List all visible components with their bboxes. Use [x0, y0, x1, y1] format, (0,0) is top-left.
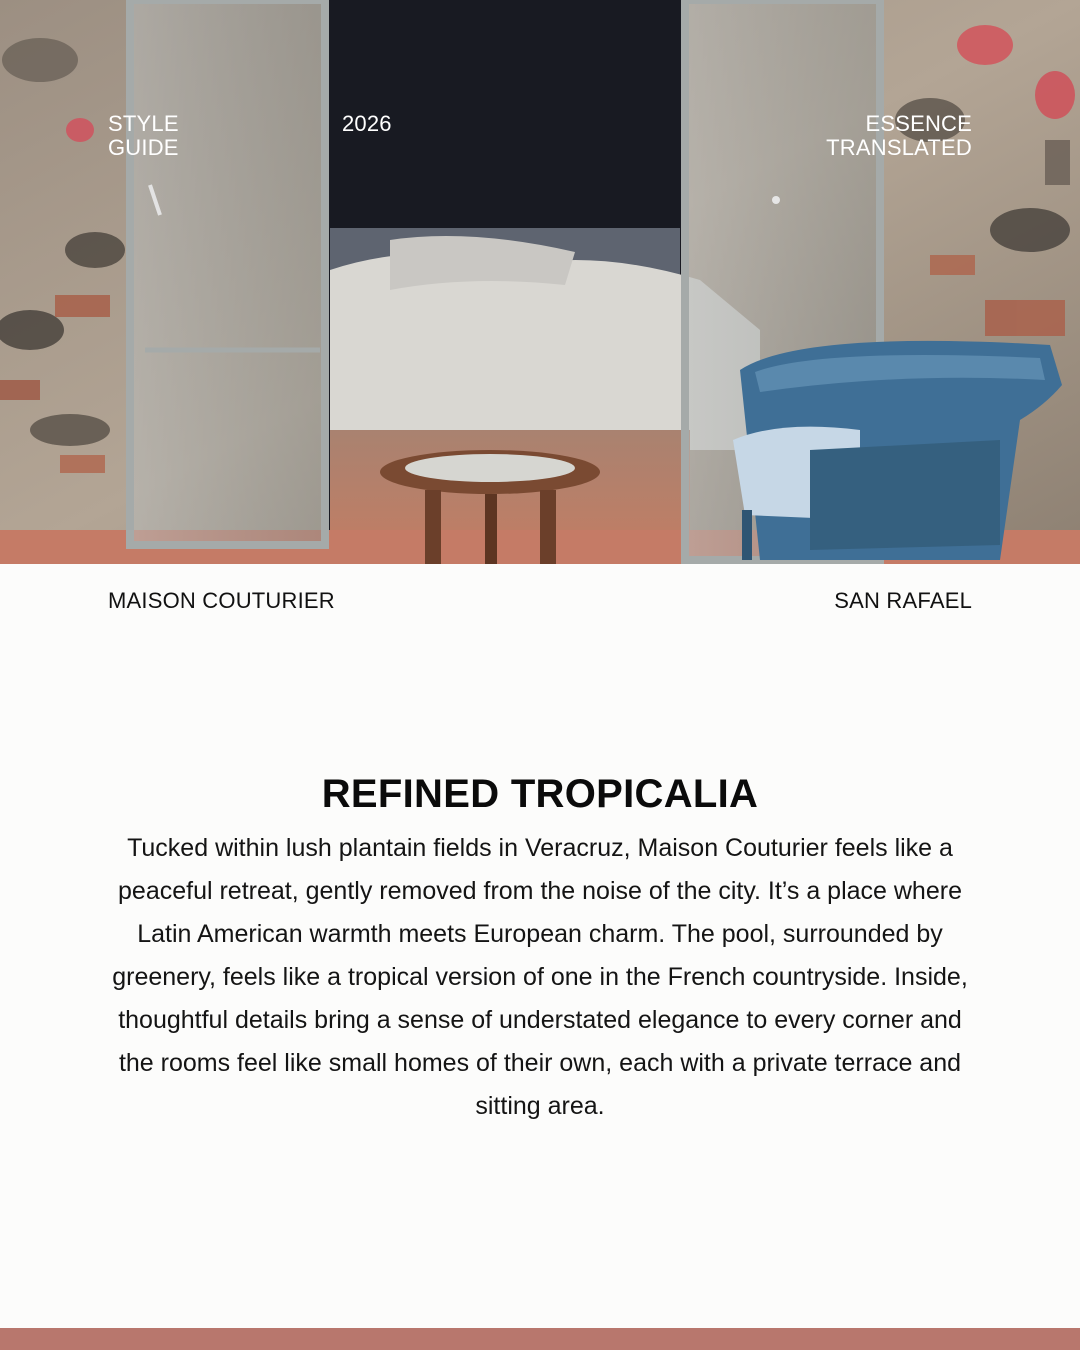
style-guide-line-1: STYLE [108, 111, 179, 136]
article-body: Tucked within lush plantain fields in Veracruz, Maison Couturier feels like a peaceful retreat, gently removed from the noise of the city. It’s a place where Latin American warmth meets European charm. The pool, surrounded by greenery, feels like a tropical version of one in the French countryside. Inside, thoughtful details bring a sense of understated elegance to every corner and the rooms feel like small homes of their own, each with a private terrace and sitting area. [112, 834, 968, 1120]
article-title: REFINED TROPICALIA [321, 772, 759, 816]
essence-line-1: ESSENCE [865, 111, 972, 136]
location-name: SAN RAFAEL [834, 588, 972, 613]
left-door [130, 0, 325, 545]
accent-bar [0, 1328, 1080, 1350]
year-label: 2026 [342, 111, 392, 136]
essence-translated-label [826, 112, 972, 160]
hero-illustration [0, 0, 1080, 564]
essence-line-2: TRANSLATED [826, 135, 972, 160]
style-guide-line-2: GUIDE [108, 135, 179, 160]
hero-photo [0, 0, 1080, 564]
brand-name: MAISON COUTURIER [108, 588, 335, 613]
style-guide-label [108, 112, 179, 160]
